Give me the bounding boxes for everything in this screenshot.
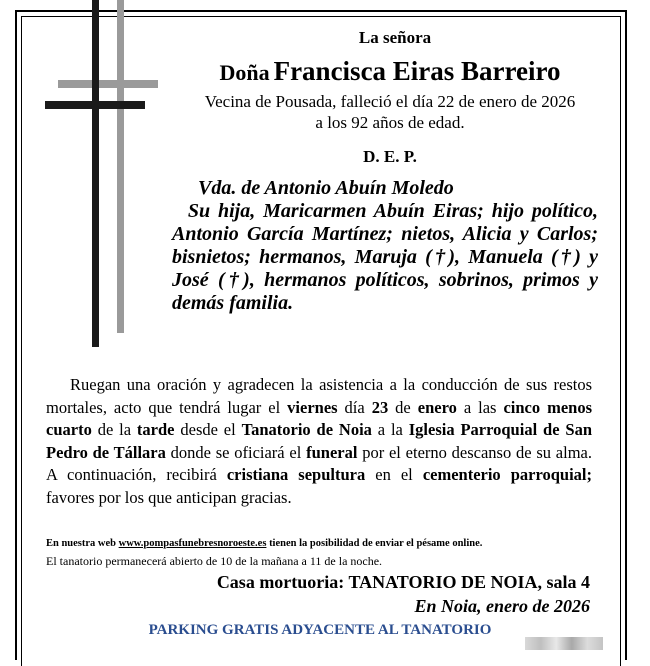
deceased-title-label: La señora bbox=[358, 28, 432, 47]
rip-label: D. E. P. bbox=[363, 147, 417, 166]
place-date: En Noia, enero de 2026 bbox=[414, 596, 590, 616]
web-note: En nuestra web www.pompasfunebresnoroeste.es tienen la posibilidad de enviar el pésame online. bbox=[46, 538, 483, 549]
deceased-name bbox=[160, 56, 620, 87]
parking-notice: PARKING GRATIS ADYACENTE AL TANATORIO bbox=[148, 622, 492, 638]
age-info: a los 92 años de edad. bbox=[315, 113, 465, 132]
family-text: Su hija, Maricarmen Abuín Eiras; hijo político, Antonio García Martínez; nietos, Alicia y Carlos; bisnietos; hermanos, Maruja (†), Manuela (†) y José (†), hermanos políticos, sobrinos, primos y demás familia. bbox=[172, 200, 598, 314]
funeral-paragraph: Ruegan una oración y agradecen la asistencia a la conducción de sus restos mortales, acto que tendrá lugar el viernes día 23 de enero a las cinco menos cuarto de la tarde desde el Tanatorio de Noia a la Iglesia Parroquial de San Pedro de Tállara donde se oficiará el funeral por el eterno descanso de su alma. A continuación, recibirá cristiana sepultura en el cementerio parroquial; favores por los que anticipan gracias. bbox=[46, 375, 593, 507]
death-info: Vecina de Pousada, falleció el día 22 de enero de 2026 bbox=[204, 92, 576, 111]
family-block bbox=[172, 177, 598, 315]
name-prefix: Doña bbox=[219, 60, 270, 85]
photo-thumbnail bbox=[525, 637, 603, 650]
website-link[interactable]: www.pompasfunebresnoroeste.es bbox=[118, 538, 267, 549]
name-main: Francisca Eiras Barreiro bbox=[273, 56, 561, 86]
funeral-home: Casa mortuoria: TANATORIO DE NOIA, sala 4 bbox=[216, 572, 590, 592]
family-list bbox=[172, 200, 598, 315]
widow-of: Vda. de Antonio Abuín Moledo bbox=[198, 177, 454, 199]
opening-hours: El tanatorio permanecerá abierto de 10 de la mañana a 11 de la noche. bbox=[46, 554, 383, 568]
